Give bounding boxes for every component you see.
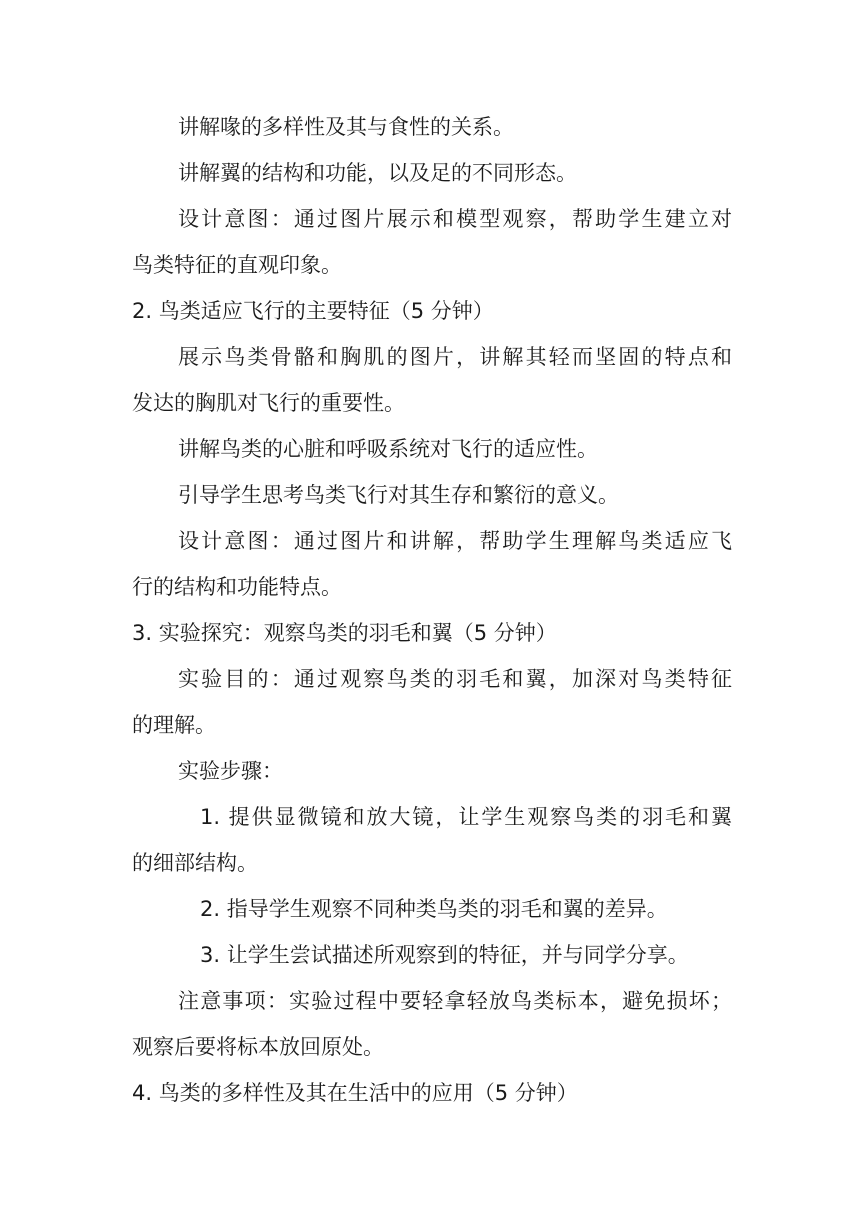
list-item-step-3: 3. 让学生尝试描述所观察到的特征，并与同学分享。: [200, 943, 689, 967]
paragraph-experiment-aim: 实验目的：通过观察鸟类的羽毛和翼，加深对鸟类特征: [178, 667, 732, 691]
paragraph-design-intent-2-cont: 行的结构和功能特点。: [132, 575, 342, 599]
list-item-step-2: 2. 指导学生观察不同种类鸟类的羽毛和翼的差异。: [200, 897, 668, 921]
paragraph-beak: 讲解喙的多样性及其与食性的关系。: [178, 115, 514, 139]
paragraph-design-intent-2: 设计意图：通过图片和讲解，帮助学生理解鸟类适应飞: [178, 529, 732, 553]
paragraph-notes-cont: 观察后要将标本放回原处。: [132, 1035, 384, 1059]
paragraph-skeleton: 展示鸟类骨骼和胸肌的图片，讲解其轻而坚固的特点和: [178, 345, 732, 369]
paragraph-design-intent-1-cont: 鸟类特征的直观印象。: [132, 253, 342, 277]
section-heading-4: 4. 鸟类的多样性及其在生活中的应用（5 分钟）: [132, 1081, 578, 1105]
paragraph-wing-feet: 讲解翼的结构和功能，以及足的不同形态。: [178, 161, 577, 185]
paragraph-notes: 注意事项：实验过程中要轻拿轻放鸟类标本，避免损坏；: [178, 989, 732, 1013]
paragraph-think-flight: 引导学生思考鸟类飞行对其生存和繁衍的意义。: [178, 483, 619, 507]
section-heading-2: 2. 鸟类适应飞行的主要特征（5 分钟）: [132, 299, 494, 323]
paragraph-skeleton-cont: 发达的胸肌对飞行的重要性。: [132, 391, 405, 415]
list-item-step-1: 1. 提供显微镜和放大镜，让学生观察鸟类的羽毛和翼: [200, 805, 732, 829]
list-item-step-1-cont: 的细部结构。: [132, 851, 258, 875]
paragraph-heart-lungs: 讲解鸟类的心脏和呼吸系统对飞行的适应性。: [178, 437, 598, 461]
paragraph-experiment-aim-cont: 的理解。: [132, 713, 216, 737]
paragraph-experiment-steps-label: 实验步骤：: [178, 759, 283, 783]
section-heading-3: 3. 实验探究：观察鸟类的羽毛和翼（5 分钟）: [132, 621, 557, 645]
paragraph-design-intent-1: 设计意图：通过图片展示和模型观察，帮助学生建立对: [178, 207, 732, 231]
